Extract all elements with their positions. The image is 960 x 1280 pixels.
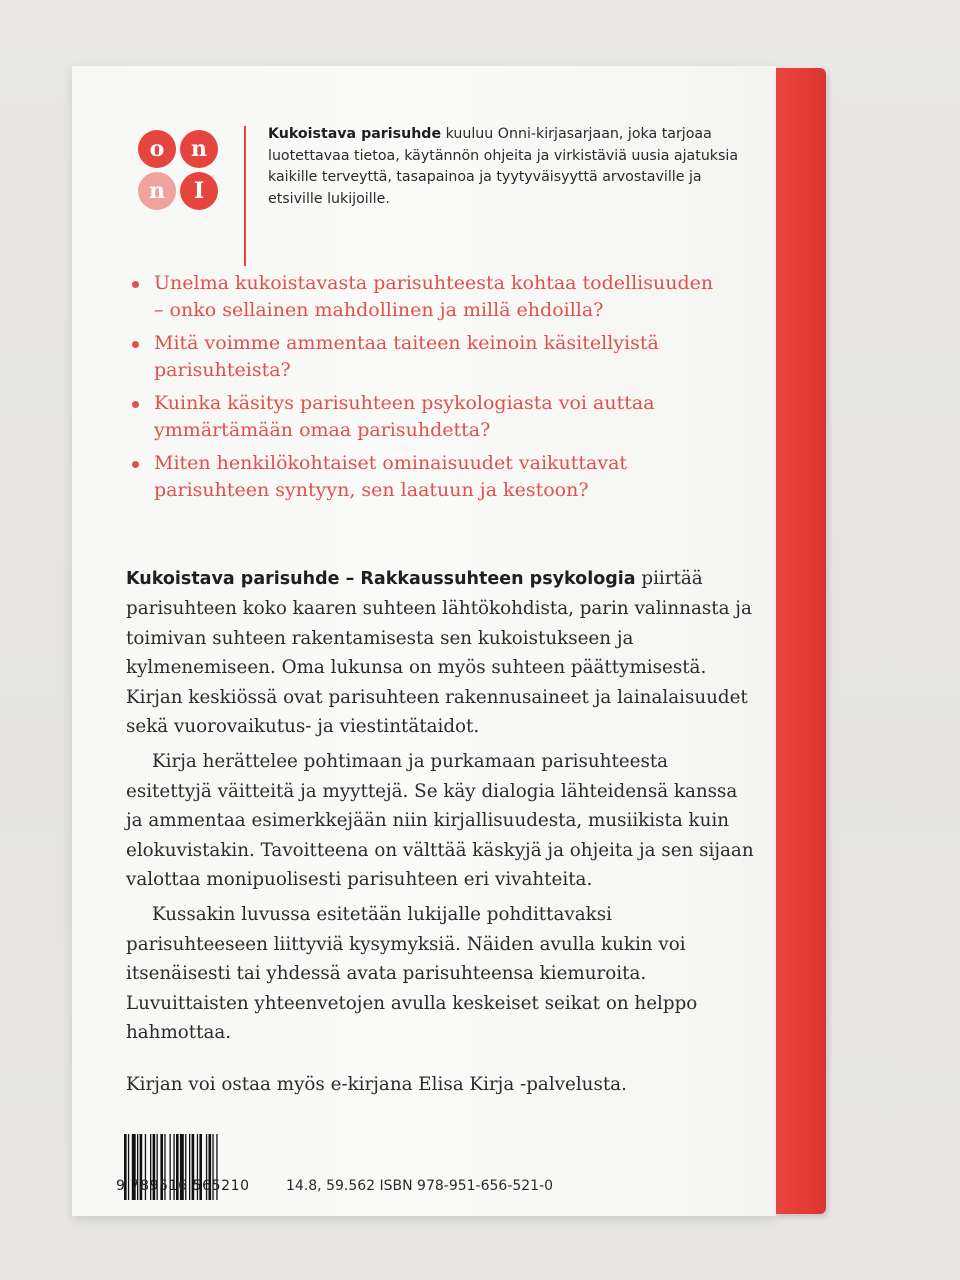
bullet-dot-icon (132, 341, 139, 348)
intro-title: Kukoistava parisuhde (268, 126, 442, 142)
bullet-dot-icon (132, 401, 139, 408)
red-spine (776, 68, 826, 1214)
ebook-note: Kirjan voi ostaa myös e-kirjana Elisa Kirja -palvelusta. (126, 1073, 627, 1095)
blurb-paragraph-1 (126, 564, 754, 741)
logo-letter-2: n (191, 136, 207, 162)
bullet-text: Miten henkilökohtaiset ominaisuudet vaikuttavat parisuhteen syntyyn, sen laatuun ja kestoon? (154, 452, 628, 501)
book-title: Kukoistava parisuhde – Rakkaussuhteen psykologia (126, 569, 636, 589)
isbn-line: 14.8, 59.562 ISBN 978-951-656-521-0 (286, 1178, 554, 1194)
list-item (128, 390, 728, 444)
bullet-dot-icon (132, 281, 139, 288)
bullet-text: Unelma kukoistavasta parisuhteesta kohtaa todellisuuden – onko sellainen mahdollinen ja millä ehdoilla? (154, 272, 714, 321)
bullet-text: Mitä voimme ammentaa taiteen keinoin käsitellyistä parisuhteista? (154, 332, 659, 381)
intro-text: kuuluu Onni-kirjasarjaan, joka tarjoaa luotettavaa tietoa, käytännön ohjeita ja virkistäviä uusia ajatuksia kaikille terveyttä, tasapainoa ja tyytyväisyyttä arvostaville ja etsiville lukijoille. (268, 126, 739, 207)
question-list (128, 270, 728, 510)
bullet-text: Kuinka käsitys parisuhteen psykologiasta voi auttaa ymmärtämään omaa parisuhdetta? (154, 392, 655, 441)
list-item (128, 450, 728, 504)
blurb (126, 564, 754, 1105)
onni-logo (137, 129, 221, 213)
logo-letter-3: n (149, 178, 165, 204)
logo-letter-4: I (193, 178, 205, 204)
blurb-paragraph-2: Kirja herättelee pohtimaan ja purkamaan parisuhteesta esitettyjä väitteitä ja myyttejä. Se käy dialogia lähteidensä kanssa ja ammentaa esimerkkejään niin kirjallisuudesta, musiikista kuin elokuvistakin. Tavoitteena on välttää käskyjä ja ohjeita ja sen sijaan valottaa monipuolisesti parisuhteen eri vivahteita. (126, 751, 754, 891)
list-item (128, 330, 728, 384)
logo-divider (244, 126, 246, 266)
logo-letter-1: o (149, 136, 165, 162)
blurb-paragraph-3: Kussakin luvussa esitetään lukijalle pohdittavaksi parisuhteeseen liittyviä kysymyksiä. Näiden avulla kukin voi itsenäisesti tai yhdessä avata parisuhteensa kiemuroita. Luvuittaisten yhteenvetojen avulla keskeiset seikat on helppo hahmottaa. (126, 904, 698, 1044)
book (72, 66, 832, 1216)
list-item (128, 270, 728, 324)
bullet-dot-icon (132, 461, 139, 468)
paragraph-text: piirtää parisuhteen koko kaaren suhteen lähtökohdista, parin valinnasta ja toimivan suhteen rakentamisesta sen kukoistukseen ja kylmenemiseen. Oma lukunsa on myös suhteen päättymisestä. Kirjan keskiössä ovat parisuhteen rakennusaineet ja lainalaisuudet sekä vuorovaikutus- ja viestintätaidot. (126, 568, 752, 738)
series-intro (268, 124, 748, 210)
back-cover (72, 66, 776, 1216)
barcode-digits: 9 789516 565210 (116, 1178, 250, 1194)
